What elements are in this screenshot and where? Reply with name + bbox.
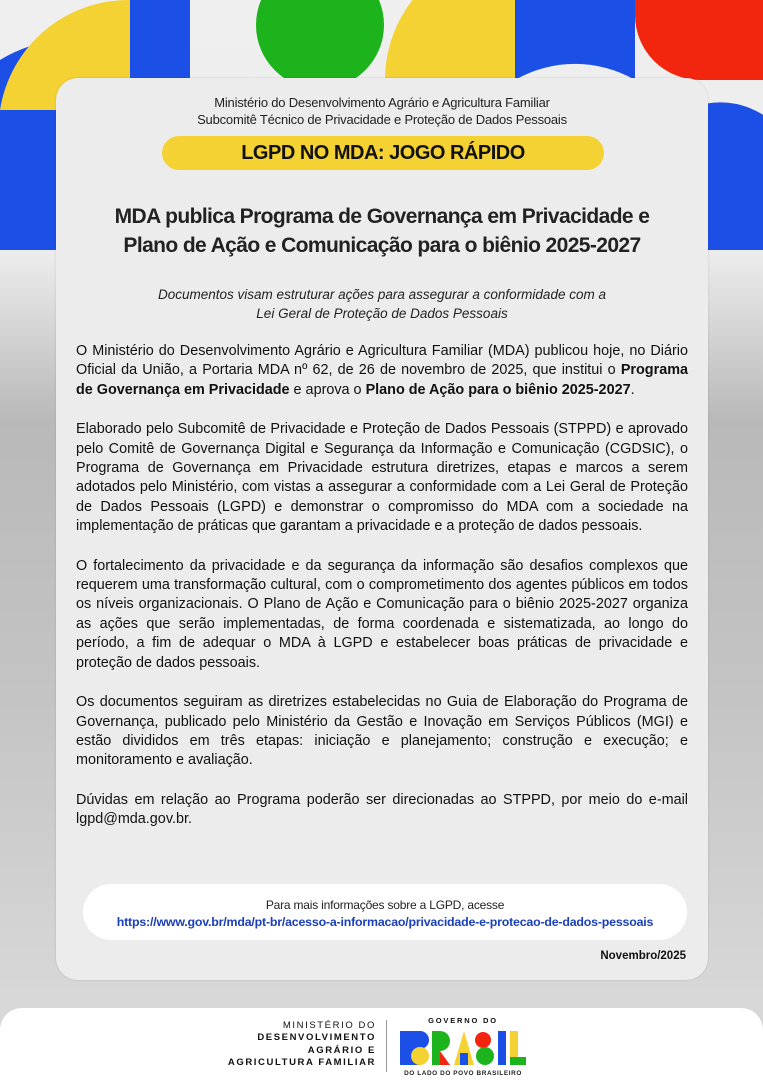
- more-info-box: [83, 884, 687, 940]
- ministry-logo-line-3: AGRÁRIO E: [307, 1044, 376, 1056]
- ministry-logo-line-2: DESENVOLVIMENTO: [257, 1032, 376, 1044]
- subtitle-line-1: Documentos visam estruturar ações para assegurar a conformidade com a: [158, 287, 606, 302]
- footer-divider: [386, 1020, 387, 1072]
- ministry-name: Ministério do Desenvolvimento Agrário e Agricultura Familiar: [214, 95, 550, 110]
- paragraph-1: [76, 342, 688, 400]
- headline-line-2: Plano de Ação e Comunicação para o biênio 2025-2027: [123, 234, 641, 257]
- subcommittee-name: Subcomitê Técnico de Privacidade e Proteção de Dados Pessoais: [197, 112, 567, 127]
- paragraph-5: Dúvidas em relação ao Programa poderão ser direcionadas ao STPPD, por meio do e-mail lgpd@mda.gov.br.: [76, 791, 688, 828]
- blue-circle-right-2: [700, 102, 763, 250]
- paragraph-1-text-e: .: [630, 381, 635, 398]
- gov-brasil-logo: [398, 1016, 528, 1078]
- gov-logo-word: [398, 1027, 528, 1038]
- article-body: [76, 342, 688, 850]
- blue-shape-right: [515, 0, 635, 80]
- ministry-logo-line-1: MINISTÉRIO DO: [282, 1020, 376, 1031]
- gov-logo-slogan: DO LADO DO POVO BRASILEIRO: [404, 1070, 522, 1077]
- ministry-logo-line-4: AGRICULTURA FAMILIAR: [227, 1057, 376, 1069]
- gov-logo-top-text: GOVERNO DO: [428, 1016, 498, 1025]
- blue-block-left: [130, 0, 190, 80]
- ministry-logo: [228, 1020, 376, 1070]
- subtitle: [96, 285, 668, 323]
- series-label-badge: LGPD NO MDA: JOGO RÁPIDO: [162, 136, 604, 170]
- header-organization: [56, 94, 708, 128]
- paragraph-3: O fortalecimento da privacidade e da segurança da informação são desafios complexos que requerem uma transformação cultural, com o comprometimento dos agentes públicos em todos os níveis organizacionais. O Plano de Ação e Comunicação para o biênio 2025-2027 organiza as ações que serão implementadas, de forma coordenada e sistematizada, ao longo do período, a fim de adequar o MDA à LGPD e estabelecer boas práticas de privacidade e proteção de dados pessoais.: [76, 557, 688, 671]
- subtitle-line-2: Lei Geral de Proteção de Dados Pessoais: [256, 306, 508, 321]
- program-name-bold: Programa de Governança em Privacidade: [76, 362, 688, 398]
- headline-line-1: MDA publica Programa de Governança em Privacidade e: [114, 205, 650, 228]
- paragraph-1-text-a: O Ministério do Desenvolvimento Agrário e Agricultura Familiar (MDA) publicou hoje, no Diário Oficial da União, a Portaria MDA nº 62, de 26 de novembro de 2025, que institui o: [76, 343, 688, 379]
- lgpd-info-link[interactable]: https://www.gov.br/mda/pt-br/acesso-a-informacao/privacidade-e-protecao-de-dados-pessoais: [116, 915, 654, 929]
- red-shape-right: [635, 0, 763, 80]
- green-circle: [256, 0, 384, 89]
- paragraph-2: Elaborado pelo Subcomitê de Privacidade e Proteção de Dados Pessoais (STPPD) e aprovado pelo Comitê de Governança Digital e Segurança da Informação e Comunicação (CGDSIC), o Programa de Governança em Privacidade estrutura diretrizes, etapas e marcos a serem adotados pelo Ministério, com vistas a assegurar a conformidade com a Lei Geral de Proteção de Dados Pessoais (LGPD) e demonstrar o compromisso do MDA com a sociedade na implementação de práticas que garantam a privacidade e a proteção de dados pessoais.: [76, 421, 688, 535]
- paragraph-4: Os documentos seguiram as diretrizes estabelecidas no Guia de Elaboração do Programa de Governança, publicado pelo Ministério da Gestão e Inovação em Serviços Públicos (MGI) e estão divididos em três etapas: iniciação e planejamento; construção e execução; e monitoramento e avaliação.: [76, 694, 688, 769]
- page-title: [76, 202, 688, 260]
- paragraph-1-text-c: e aprova o: [289, 381, 366, 398]
- publication-date: Novembro/2025: [600, 950, 686, 962]
- plan-name-bold: Plano de Ação para o biênio 2025-2027: [365, 381, 631, 398]
- yellow-shape-center: [385, 0, 515, 80]
- footer: [0, 1008, 763, 1080]
- news-card: [56, 78, 708, 980]
- more-info-text: Para mais informações sobre a LGPD, acesse: [265, 898, 505, 912]
